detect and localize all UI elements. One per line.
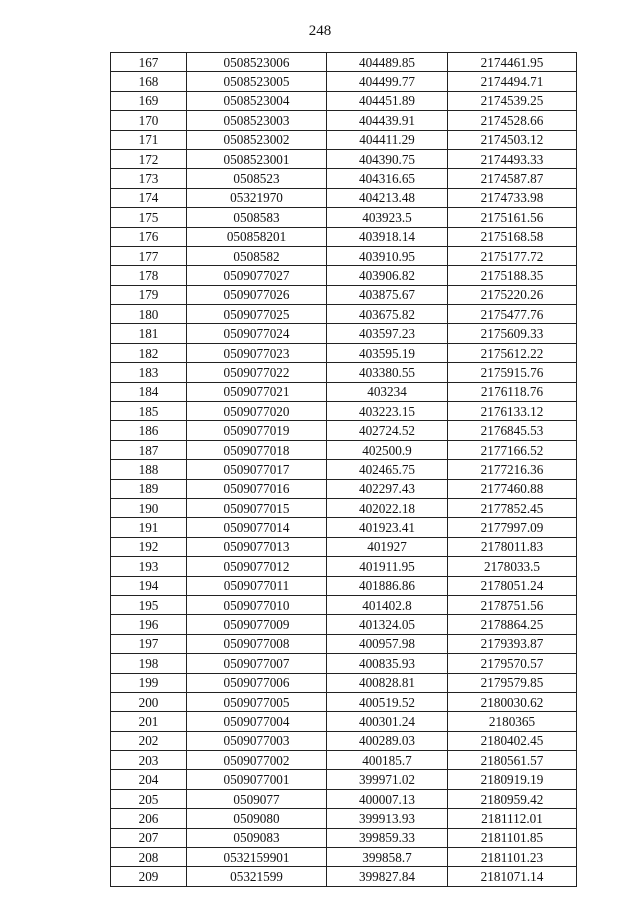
- code-cell: 0509080: [187, 809, 327, 828]
- code-cell: 0508583: [187, 208, 327, 227]
- code-cell: 0509077022: [187, 363, 327, 382]
- point-number-cell: 172: [111, 149, 187, 168]
- x-coordinate-cell: 402297.43: [327, 479, 448, 498]
- x-coordinate-cell: 403675.82: [327, 305, 448, 324]
- y-coordinate-cell: 2179579.85: [448, 673, 577, 692]
- point-number-cell: 199: [111, 673, 187, 692]
- y-coordinate-cell: 2177852.45: [448, 498, 577, 517]
- point-number-cell: 175: [111, 208, 187, 227]
- code-cell: 0508523002: [187, 130, 327, 149]
- x-coordinate-cell: 403597.23: [327, 324, 448, 343]
- code-cell: 05321599: [187, 867, 327, 886]
- y-coordinate-cell: 2180365: [448, 712, 577, 731]
- x-coordinate-cell: 404439.91: [327, 111, 448, 130]
- point-number-cell: 195: [111, 595, 187, 614]
- y-coordinate-cell: 2174503.12: [448, 130, 577, 149]
- table-row: [111, 692, 577, 711]
- code-cell: 0509077003: [187, 731, 327, 750]
- x-coordinate-cell: 399859.33: [327, 828, 448, 847]
- coordinates-table: [110, 52, 577, 887]
- code-cell: 0508523004: [187, 91, 327, 110]
- point-number-cell: 205: [111, 789, 187, 808]
- y-coordinate-cell: 2177997.09: [448, 518, 577, 537]
- code-cell: 0509077017: [187, 460, 327, 479]
- point-number-cell: 191: [111, 518, 187, 537]
- y-coordinate-cell: 2175609.33: [448, 324, 577, 343]
- point-number-cell: 181: [111, 324, 187, 343]
- table-row: [111, 789, 577, 808]
- table-row: [111, 111, 577, 130]
- point-number-cell: 192: [111, 537, 187, 556]
- x-coordinate-cell: 404499.77: [327, 72, 448, 91]
- x-coordinate-cell: 400828.81: [327, 673, 448, 692]
- x-coordinate-cell: 401911.95: [327, 557, 448, 576]
- point-number-cell: 196: [111, 615, 187, 634]
- x-coordinate-cell: 401886.86: [327, 576, 448, 595]
- x-coordinate-cell: 401927: [327, 537, 448, 556]
- point-number-cell: 179: [111, 285, 187, 304]
- x-coordinate-cell: 404489.85: [327, 53, 448, 72]
- y-coordinate-cell: 2178864.25: [448, 615, 577, 634]
- point-number-cell: 198: [111, 654, 187, 673]
- table-row: [111, 518, 577, 537]
- x-coordinate-cell: 399858.7: [327, 848, 448, 867]
- x-coordinate-cell: 403910.95: [327, 246, 448, 265]
- point-number-cell: 171: [111, 130, 187, 149]
- table-row: [111, 751, 577, 770]
- y-coordinate-cell: 2176118.76: [448, 382, 577, 401]
- table-row: [111, 53, 577, 72]
- code-cell: 0509077008: [187, 634, 327, 653]
- y-coordinate-cell: 2174494.71: [448, 72, 577, 91]
- code-cell: 0509077002: [187, 751, 327, 770]
- point-number-cell: 178: [111, 266, 187, 285]
- code-cell: 0509077011: [187, 576, 327, 595]
- code-cell: 0509077005: [187, 692, 327, 711]
- table-row: [111, 867, 577, 886]
- point-number-cell: 189: [111, 479, 187, 498]
- table-row: [111, 149, 577, 168]
- table-row: [111, 72, 577, 91]
- point-number-cell: 200: [111, 692, 187, 711]
- table-row: [111, 712, 577, 731]
- x-coordinate-cell: 400301.24: [327, 712, 448, 731]
- table-row: [111, 809, 577, 828]
- x-coordinate-cell: 403595.19: [327, 343, 448, 362]
- y-coordinate-cell: 2175915.76: [448, 363, 577, 382]
- point-number-cell: 197: [111, 634, 187, 653]
- point-number-cell: 188: [111, 460, 187, 479]
- table-row: [111, 324, 577, 343]
- code-cell: 0509077025: [187, 305, 327, 324]
- y-coordinate-cell: 2175188.35: [448, 266, 577, 285]
- code-cell: 0509077007: [187, 654, 327, 673]
- y-coordinate-cell: 2174461.95: [448, 53, 577, 72]
- point-number-cell: 169: [111, 91, 187, 110]
- x-coordinate-cell: 403906.82: [327, 266, 448, 285]
- point-number-cell: 194: [111, 576, 187, 595]
- code-cell: 0509077015: [187, 498, 327, 517]
- code-cell: 0509077010: [187, 595, 327, 614]
- y-coordinate-cell: 2181112.01: [448, 809, 577, 828]
- x-coordinate-cell: 402500.9: [327, 440, 448, 459]
- y-coordinate-cell: 2180919.19: [448, 770, 577, 789]
- y-coordinate-cell: 2175168.58: [448, 227, 577, 246]
- table-row: [111, 460, 577, 479]
- y-coordinate-cell: 2181071.14: [448, 867, 577, 886]
- y-coordinate-cell: 2175477.76: [448, 305, 577, 324]
- table-row: [111, 595, 577, 614]
- y-coordinate-cell: 2178011.83: [448, 537, 577, 556]
- point-number-cell: 207: [111, 828, 187, 847]
- table-row: [111, 363, 577, 382]
- x-coordinate-cell: 401923.41: [327, 518, 448, 537]
- point-number-cell: 203: [111, 751, 187, 770]
- x-coordinate-cell: 400519.52: [327, 692, 448, 711]
- point-number-cell: 204: [111, 770, 187, 789]
- table-row: [111, 440, 577, 459]
- table-row: [111, 673, 577, 692]
- table-row: [111, 382, 577, 401]
- y-coordinate-cell: 2179393.87: [448, 634, 577, 653]
- y-coordinate-cell: 2174493.33: [448, 149, 577, 168]
- y-coordinate-cell: 2175177.72: [448, 246, 577, 265]
- code-cell: 0509077009: [187, 615, 327, 634]
- point-number-cell: 185: [111, 402, 187, 421]
- point-number-cell: 202: [111, 731, 187, 750]
- table-row: [111, 305, 577, 324]
- table-row: [111, 285, 577, 304]
- x-coordinate-cell: 404411.29: [327, 130, 448, 149]
- x-coordinate-cell: 404213.48: [327, 188, 448, 207]
- point-number-cell: 184: [111, 382, 187, 401]
- table-row: [111, 227, 577, 246]
- table-row: [111, 266, 577, 285]
- point-number-cell: 206: [111, 809, 187, 828]
- x-coordinate-cell: 399971.02: [327, 770, 448, 789]
- x-coordinate-cell: 403223.15: [327, 402, 448, 421]
- code-cell: 0509077021: [187, 382, 327, 401]
- y-coordinate-cell: 2178051.24: [448, 576, 577, 595]
- x-coordinate-cell: 400835.93: [327, 654, 448, 673]
- code-cell: 0509077: [187, 789, 327, 808]
- y-coordinate-cell: 2176845.53: [448, 421, 577, 440]
- y-coordinate-cell: 2177216.36: [448, 460, 577, 479]
- table-row: [111, 421, 577, 440]
- table-row: [111, 576, 577, 595]
- table-row: [111, 537, 577, 556]
- table-row: [111, 402, 577, 421]
- y-coordinate-cell: 2174528.66: [448, 111, 577, 130]
- table-row: [111, 343, 577, 362]
- table-row: [111, 615, 577, 634]
- y-coordinate-cell: 2180561.57: [448, 751, 577, 770]
- table-row: [111, 246, 577, 265]
- y-coordinate-cell: 2174587.87: [448, 169, 577, 188]
- x-coordinate-cell: 400957.98: [327, 634, 448, 653]
- y-coordinate-cell: 2177460.88: [448, 479, 577, 498]
- point-number-cell: 182: [111, 343, 187, 362]
- code-cell: 050858201: [187, 227, 327, 246]
- point-number-cell: 193: [111, 557, 187, 576]
- y-coordinate-cell: 2178751.56: [448, 595, 577, 614]
- point-number-cell: 174: [111, 188, 187, 207]
- table-row: [111, 770, 577, 789]
- x-coordinate-cell: 402022.18: [327, 498, 448, 517]
- code-cell: 0509077001: [187, 770, 327, 789]
- y-coordinate-cell: 2174539.25: [448, 91, 577, 110]
- code-cell: 0509077019: [187, 421, 327, 440]
- point-number-cell: 208: [111, 848, 187, 867]
- code-cell: 0509077013: [187, 537, 327, 556]
- table-row: [111, 557, 577, 576]
- table-body: [111, 53, 577, 887]
- point-number-cell: 190: [111, 498, 187, 517]
- point-number-cell: 201: [111, 712, 187, 731]
- x-coordinate-cell: 401324.05: [327, 615, 448, 634]
- code-cell: 0509077018: [187, 440, 327, 459]
- x-coordinate-cell: 401402.8: [327, 595, 448, 614]
- x-coordinate-cell: 399913.93: [327, 809, 448, 828]
- code-cell: 0509077020: [187, 402, 327, 421]
- table-row: [111, 654, 577, 673]
- y-coordinate-cell: 2175612.22: [448, 343, 577, 362]
- y-coordinate-cell: 2176133.12: [448, 402, 577, 421]
- code-cell: 0509077027: [187, 266, 327, 285]
- point-number-cell: 170: [111, 111, 187, 130]
- x-coordinate-cell: 402724.52: [327, 421, 448, 440]
- x-coordinate-cell: 400185.7: [327, 751, 448, 770]
- table-row: [111, 498, 577, 517]
- table-row: [111, 848, 577, 867]
- y-coordinate-cell: 2175220.26: [448, 285, 577, 304]
- x-coordinate-cell: 403918.14: [327, 227, 448, 246]
- code-cell: 0509083: [187, 828, 327, 847]
- code-cell: 0509077024: [187, 324, 327, 343]
- y-coordinate-cell: 2178033.5: [448, 557, 577, 576]
- point-number-cell: 177: [111, 246, 187, 265]
- x-coordinate-cell: 404451.89: [327, 91, 448, 110]
- x-coordinate-cell: 403923.5: [327, 208, 448, 227]
- code-cell: 0509077026: [187, 285, 327, 304]
- table-row: [111, 91, 577, 110]
- x-coordinate-cell: 403234: [327, 382, 448, 401]
- table-row: [111, 208, 577, 227]
- code-cell: 0509077012: [187, 557, 327, 576]
- y-coordinate-cell: 2174733.98: [448, 188, 577, 207]
- y-coordinate-cell: 2181101.85: [448, 828, 577, 847]
- y-coordinate-cell: 2180959.42: [448, 789, 577, 808]
- table-row: [111, 169, 577, 188]
- point-number-cell: 167: [111, 53, 187, 72]
- point-number-cell: 183: [111, 363, 187, 382]
- table-row: [111, 634, 577, 653]
- y-coordinate-cell: 2180030.62: [448, 692, 577, 711]
- table-row: [111, 188, 577, 207]
- point-number-cell: 180: [111, 305, 187, 324]
- code-cell: 0508582: [187, 246, 327, 265]
- x-coordinate-cell: 399827.84: [327, 867, 448, 886]
- x-coordinate-cell: 404316.65: [327, 169, 448, 188]
- code-cell: 0509077004: [187, 712, 327, 731]
- point-number-cell: 168: [111, 72, 187, 91]
- point-number-cell: 176: [111, 227, 187, 246]
- table-row: [111, 828, 577, 847]
- code-cell: 0508523006: [187, 53, 327, 72]
- y-coordinate-cell: 2180402.45: [448, 731, 577, 750]
- x-coordinate-cell: 402465.75: [327, 460, 448, 479]
- x-coordinate-cell: 404390.75: [327, 149, 448, 168]
- x-coordinate-cell: 403380.55: [327, 363, 448, 382]
- code-cell: 0532159901: [187, 848, 327, 867]
- code-cell: 0508523005: [187, 72, 327, 91]
- code-cell: 0509077006: [187, 673, 327, 692]
- point-number-cell: 187: [111, 440, 187, 459]
- y-coordinate-cell: 2181101.23: [448, 848, 577, 867]
- point-number-cell: 209: [111, 867, 187, 886]
- point-number-cell: 186: [111, 421, 187, 440]
- code-cell: 0509077014: [187, 518, 327, 537]
- code-cell: 0508523001: [187, 149, 327, 168]
- code-cell: 0508523003: [187, 111, 327, 130]
- point-number-cell: 173: [111, 169, 187, 188]
- y-coordinate-cell: 2177166.52: [448, 440, 577, 459]
- table-row: [111, 731, 577, 750]
- y-coordinate-cell: 2179570.57: [448, 654, 577, 673]
- table-row: [111, 130, 577, 149]
- code-cell: 0508523: [187, 169, 327, 188]
- y-coordinate-cell: 2175161.56: [448, 208, 577, 227]
- page-number: 248: [308, 23, 332, 39]
- x-coordinate-cell: 400007.13: [327, 789, 448, 808]
- x-coordinate-cell: 400289.03: [327, 731, 448, 750]
- code-cell: 0509077023: [187, 343, 327, 362]
- x-coordinate-cell: 403875.67: [327, 285, 448, 304]
- table-row: [111, 479, 577, 498]
- code-cell: 0509077016: [187, 479, 327, 498]
- code-cell: 05321970: [187, 188, 327, 207]
